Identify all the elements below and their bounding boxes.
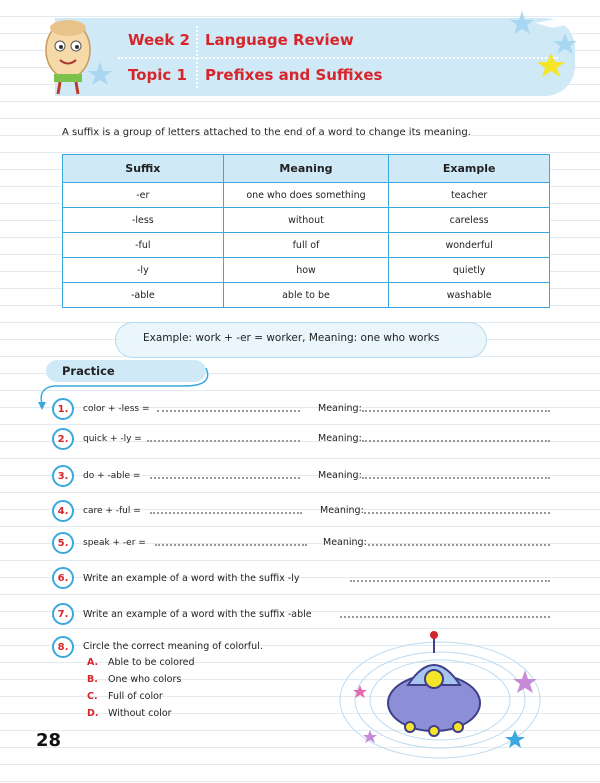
- week-title: Language Review: [205, 31, 354, 49]
- suffix-cell: -er: [63, 183, 224, 208]
- meaning-line[interactable]: [362, 440, 550, 442]
- mascot-character-icon: [30, 12, 106, 98]
- option-text[interactable]: One who colors: [108, 674, 182, 685]
- table-header-row: [63, 155, 550, 183]
- question-number-badge: 6.: [52, 567, 74, 589]
- meaning-cell: without: [223, 208, 389, 233]
- meaning-cell: one who does something: [223, 183, 389, 208]
- meaning-line[interactable]: [364, 512, 550, 514]
- header-stars-icon: [505, 8, 595, 78]
- question-text: Write an example of a word with the suffix -able: [83, 609, 312, 620]
- option-text[interactable]: Without color: [108, 708, 172, 719]
- example-cell: teacher: [389, 183, 550, 208]
- example-cell: careless: [389, 208, 550, 233]
- option-text[interactable]: Full of color: [108, 691, 163, 702]
- meaning-label: Meaning:: [318, 433, 362, 444]
- answer-line[interactable]: [155, 544, 307, 546]
- answer-line[interactable]: [350, 580, 550, 582]
- meaning-cell: full of: [223, 233, 389, 258]
- meaning-label: Meaning:: [320, 505, 364, 516]
- topic-label: Topic 1: [128, 66, 187, 84]
- header-meaning: Meaning: [223, 155, 389, 183]
- answer-line[interactable]: [157, 410, 300, 412]
- meaning-line[interactable]: [362, 477, 550, 479]
- intro-text: A suffix is a group of letters attached to the end of a word to change its meaning.: [62, 127, 471, 138]
- answer-line[interactable]: [147, 440, 300, 442]
- suffix-table: [62, 154, 550, 308]
- suffix-cell: -able: [63, 283, 224, 308]
- question-number-badge: 5.: [52, 532, 74, 554]
- meaning-line[interactable]: [368, 544, 550, 546]
- header-example: Example: [389, 155, 550, 183]
- banner-divider: [118, 57, 558, 60]
- answer-line[interactable]: [150, 512, 302, 514]
- suffix-cell: -ly: [63, 258, 224, 283]
- meaning-label: Meaning:: [323, 537, 367, 548]
- question-text: care + -ful =: [83, 506, 141, 516]
- answer-line[interactable]: [150, 477, 300, 479]
- practice-title: Practice: [62, 364, 115, 378]
- option-letter: C.: [87, 691, 98, 702]
- question-text: do + -able =: [83, 471, 141, 481]
- question-text: color + -less =: [83, 404, 150, 414]
- table-row: [63, 208, 550, 233]
- table-row: [63, 283, 550, 308]
- example-cell: washable: [389, 283, 550, 308]
- meaning-label: Meaning:: [318, 470, 362, 481]
- question-number-badge: 8.: [52, 636, 74, 658]
- suffix-cell: -ful: [63, 233, 224, 258]
- header-suffix: Suffix: [63, 155, 224, 183]
- week-label: Week 2: [128, 31, 190, 49]
- example-text: Example: work + -er = worker, Meaning: one who works: [143, 332, 440, 344]
- meaning-cell: able to be: [223, 283, 389, 308]
- option-letter: D.: [87, 708, 99, 719]
- question-text: Circle the correct meaning of colorful.: [83, 641, 263, 652]
- meaning-label: Meaning:: [318, 403, 362, 414]
- question-text: speak + -er =: [83, 538, 146, 548]
- meaning-cell: how: [223, 258, 389, 283]
- example-cell: wonderful: [389, 233, 550, 258]
- option-text[interactable]: Able to be colored: [108, 657, 195, 668]
- question-text: quick + -ly =: [83, 434, 142, 444]
- example-cell: quietly: [389, 258, 550, 283]
- option-letter: A.: [87, 657, 99, 668]
- question-number-badge: 7.: [52, 603, 74, 625]
- table-row: [63, 258, 550, 283]
- table-row: [63, 183, 550, 208]
- suffix-cell: -less: [63, 208, 224, 233]
- table-row: [63, 233, 550, 258]
- page-number: 28: [36, 730, 62, 751]
- spaceship-scribble-icon: [330, 625, 550, 765]
- question-number-badge: 2.: [52, 428, 74, 450]
- question-number-badge: 3.: [52, 465, 74, 487]
- banner-separator: [196, 26, 198, 88]
- option-letter: B.: [87, 674, 98, 685]
- question-text: Write an example of a word with the suffix -ly: [83, 573, 300, 584]
- answer-line[interactable]: [340, 616, 550, 618]
- question-number-badge: 1.: [52, 398, 74, 420]
- topic-title: Prefixes and Suffixes: [205, 66, 383, 84]
- question-number-badge: 4.: [52, 500, 74, 522]
- meaning-line[interactable]: [362, 410, 550, 412]
